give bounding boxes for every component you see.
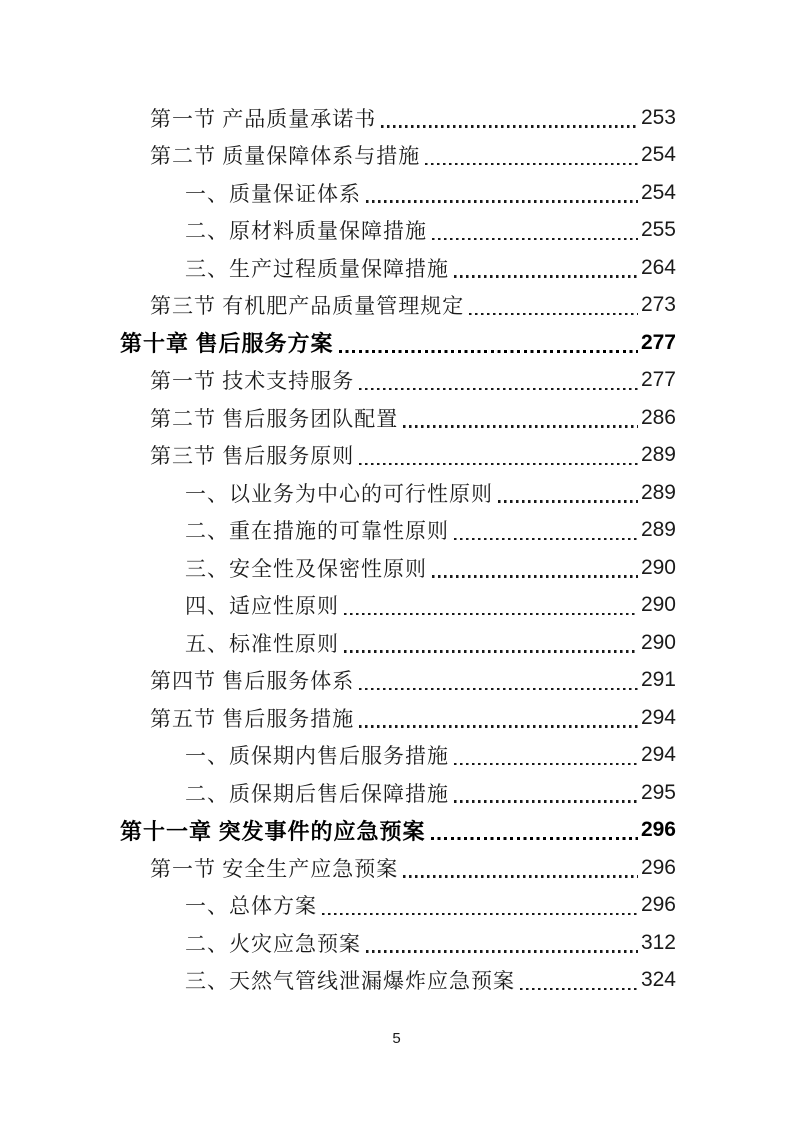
toc-entry-label: 第十一章 突发事件的应急预案: [120, 818, 426, 844]
dotted-leader: [454, 763, 638, 766]
toc-entry[interactable]: [120, 924, 676, 962]
toc-entry-page: 296: [640, 818, 676, 842]
dotted-leader: [359, 463, 638, 466]
toc-entry[interactable]: [120, 549, 676, 587]
toc-entry[interactable]: [120, 99, 676, 137]
toc-entry-label: 四、适应性原则: [185, 594, 339, 619]
dotted-leader: [344, 650, 638, 653]
toc-entry-page: 290: [640, 555, 676, 579]
toc-entry-page: 277: [640, 368, 676, 392]
dotted-leader: [431, 837, 638, 840]
toc-entry[interactable]: [120, 774, 676, 812]
toc-entry[interactable]: [120, 174, 676, 212]
toc-entry[interactable]: [120, 212, 676, 250]
dotted-leader: [403, 875, 638, 878]
dotted-leader: [469, 313, 638, 316]
toc-entry[interactable]: [120, 437, 676, 475]
toc-entry-page: 290: [640, 593, 676, 617]
toc-entry-label: 第一节 安全生产应急预案: [150, 856, 399, 881]
toc-entry-page: 254: [640, 143, 676, 167]
toc-entry-label: 第一节 技术支持服务: [150, 369, 355, 394]
toc-entry-page: 253: [640, 105, 676, 129]
toc-entry-label: 五、标准性原则: [185, 631, 339, 656]
toc-entry[interactable]: [120, 887, 676, 925]
toc-entry-page: 264: [640, 255, 676, 279]
dotted-leader: [454, 538, 638, 541]
toc-entry[interactable]: [120, 849, 676, 887]
dotted-leader: [366, 200, 638, 203]
dotted-leader: [366, 950, 638, 953]
toc-entry-label: 第二节 售后服务团队配置: [150, 406, 399, 431]
toc-entry-label: 一、质量保证体系: [185, 181, 361, 206]
toc-entry[interactable]: [120, 737, 676, 775]
toc-entry-page: 277: [640, 330, 676, 354]
toc-entry[interactable]: [120, 962, 676, 1000]
toc-entry-page: 312: [640, 930, 676, 954]
toc-entry-label: 第三节 有机肥产品质量管理规定: [150, 294, 465, 319]
dotted-leader: [454, 800, 638, 803]
dotted-leader: [432, 575, 638, 578]
toc-entry[interactable]: [120, 812, 676, 850]
dotted-leader: [498, 500, 638, 503]
toc-entry-label: 三、生产过程质量保障措施: [185, 256, 449, 281]
toc-entry-page: 254: [640, 180, 676, 204]
toc-entry[interactable]: [120, 249, 676, 287]
toc-entry-label: 一、质保期内售后服务措施: [185, 744, 449, 769]
toc-entry-page: 255: [640, 218, 676, 242]
toc-entry[interactable]: [120, 362, 676, 400]
toc-entry-label: 二、重在措施的可靠性原则: [185, 519, 449, 544]
toc-entry[interactable]: [120, 474, 676, 512]
toc-entry-page: 296: [640, 855, 676, 879]
toc-entry[interactable]: [120, 512, 676, 550]
toc-entry-label: 二、原材料质量保障措施: [185, 219, 427, 244]
table-of-contents: [120, 99, 676, 999]
toc-entry-page: 273: [640, 293, 676, 317]
dotted-leader: [381, 125, 638, 128]
toc-entry-page: 289: [640, 443, 676, 467]
toc-entry-label: 一、总体方案: [185, 894, 317, 919]
dotted-leader: [322, 913, 638, 916]
toc-entry-page: 295: [640, 780, 676, 804]
toc-entry-label: 三、安全性及保密性原则: [185, 556, 427, 581]
toc-entry[interactable]: [120, 324, 676, 362]
dotted-leader: [344, 613, 638, 616]
toc-entry-label: 二、火灾应急预案: [185, 931, 361, 956]
toc-entry-label: 第一节 产品质量承诺书: [150, 106, 377, 131]
toc-entry-page: 294: [640, 705, 676, 729]
toc-entry-page: 294: [640, 743, 676, 767]
dotted-leader: [403, 425, 638, 428]
toc-entry-page: 290: [640, 630, 676, 654]
dotted-leader: [359, 388, 638, 391]
dotted-leader: [432, 238, 638, 241]
toc-entry[interactable]: [120, 699, 676, 737]
dotted-leader: [359, 725, 638, 728]
toc-entry[interactable]: [120, 662, 676, 700]
toc-entry[interactable]: [120, 399, 676, 437]
toc-entry-page: 289: [640, 518, 676, 542]
toc-entry-page: 286: [640, 405, 676, 429]
toc-entry[interactable]: [120, 287, 676, 325]
toc-entry-label: 第四节 售后服务体系: [150, 669, 355, 694]
dotted-leader: [339, 350, 638, 353]
toc-entry[interactable]: [120, 624, 676, 662]
toc-entry[interactable]: [120, 137, 676, 175]
toc-entry-label: 第十章 售后服务方案: [120, 331, 334, 357]
toc-entry-page: 296: [640, 893, 676, 917]
toc-entry-page: 324: [640, 968, 676, 992]
dotted-leader: [520, 988, 638, 991]
toc-entry-page: 291: [640, 668, 676, 692]
toc-entry-label: 第五节 售后服务措施: [150, 706, 355, 731]
dotted-leader: [454, 275, 638, 278]
toc-entry-label: 二、质保期后售后保障措施: [185, 781, 449, 806]
page-number: 5: [392, 1030, 401, 1047]
dotted-leader: [359, 688, 638, 691]
dotted-leader: [425, 163, 638, 166]
toc-entry[interactable]: [120, 587, 676, 625]
toc-entry-label: 三、天然气管线泄漏爆炸应急预案: [185, 969, 515, 994]
toc-entry-label: 第二节 质量保障体系与措施: [150, 144, 421, 169]
toc-entry-label: 一、以业务为中心的可行性原则: [185, 481, 493, 506]
toc-entry-label: 第三节 售后服务原则: [150, 444, 355, 469]
toc-entry-page: 289: [640, 480, 676, 504]
